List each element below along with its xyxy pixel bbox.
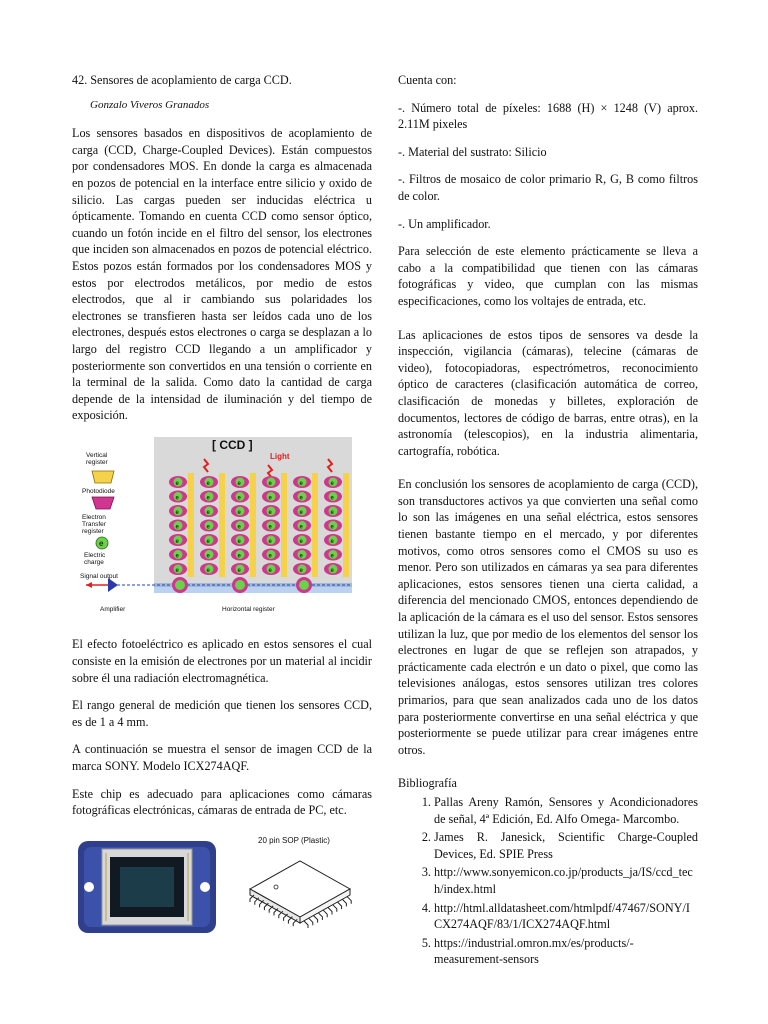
electron-label: e — [268, 495, 272, 502]
light-label: Light — [270, 451, 290, 461]
sop-package-drawing — [236, 831, 364, 943]
legend-electric-charge: Electric charge — [84, 551, 106, 566]
amplifier-label: Amplifier — [100, 605, 126, 613]
horizontal-register-label: Horizontal register — [222, 605, 275, 613]
electron-label: e — [175, 509, 179, 516]
bibliography-item: 5. https://industrial.omron.mx/es/products/-measurement-sensors — [434, 935, 698, 968]
electron-label: e — [299, 480, 303, 487]
electron-label: e — [330, 495, 334, 502]
electron-label: e — [237, 553, 241, 560]
electron-label: e — [330, 567, 334, 574]
electron-label: e — [330, 553, 334, 560]
electron-label: e — [206, 524, 210, 531]
electron-label: e — [268, 538, 272, 545]
chip-paragraph: Este chip es adecuado para aplicaciones como cámaras fotográficas electrónicas, cámaras de entrada de PC, etc. — [72, 786, 372, 818]
package-label: 20 pin SOP (Plastic) — [258, 835, 330, 845]
electron-label: e — [268, 567, 272, 574]
features-intro: Cuenta con: — [398, 73, 457, 87]
electron-label: e — [299, 553, 303, 560]
applications-paragraph: Las aplicaciones de estos tipos de sensores va desde la inspección, vigilancia (cámaras), telecine (cámaras de video), fotocopiadoras, espectrómetros, reconocimiento óptico de caracteres (clasificación automática de correo, clasificación de monedas y billetes, exploración de documentos, lectores de código de barras, entre otras), en la astronomía (telescopios), en la industria alimentaria, cartografía, robótica. — [398, 327, 698, 458]
sop-pin — [309, 918, 313, 925]
vertical-register-column — [312, 473, 318, 577]
electron-label: e — [237, 480, 241, 487]
electron-label: e — [330, 524, 334, 531]
sop-pin — [328, 907, 332, 914]
electron-label: e — [206, 553, 210, 560]
electron-symbol: e — [99, 538, 104, 548]
bibliography-list — [398, 794, 698, 968]
electron-label: e — [206, 567, 210, 574]
electron-label: e — [330, 538, 334, 545]
left-column — [72, 72, 372, 943]
right-column — [398, 72, 698, 970]
chip-images — [72, 831, 372, 943]
electron-label: e — [268, 553, 272, 560]
intro-paragraph: Los sensores basados en dispositivos de acoplamiento de carga (CCD, Charge-Coupled Devices). Están compuestos por condensadores MOS. En donde la carga es almacenada en pozos de potencial en la interface entre silicio y oxido de silicio. Las cargas pueden ser inducidas eléctrica u ópticamente. Tomando en cuenta CCD como sensor óptico, cuando un fotón incide en el filtro del sensor, los electrones que inciden son almacenados en pozos de potencial eléctrico. Estos pozos están formados por los condensadores MOS y estos por electrodos metálicos, por medio de estos electrodos, que al ir cambiando sus polaridades los electrones se transfieren hasta ser leídos cada uno de los electrones, después estos electrones o carga se desplazan a lo largo del registro CCD llegando a un amplificador y posteriormente son convertidos en una tensión o corriente en la terminal de la salida. Como dato la cantidad de carga depende de la intensidad de iluminación y del tiempo de exposición. — [72, 126, 372, 423]
electron-label: e — [237, 538, 241, 545]
vertical-register-column — [343, 473, 349, 577]
sop-pin — [304, 921, 308, 928]
feature-substrate: -. Material del sustrato: Silicio — [398, 144, 547, 159]
electron-label: e — [175, 538, 179, 545]
electron-label: e — [299, 538, 303, 545]
conclusion-paragraph: En conclusión los sensores de acoplamiento de carga (CCD), son transductores activos ya que convierten una señal como lo son las imágenes en una señal eléctrica, estos sensores tienen bastante tiempo en el mercado, y por diferentes motivos, como otros sensores como el CMOS su uso es menor. Pero son utilizados en cámaras ya sea para diferentes aplicaciones, estos sensores tienen una cierta calidad, a diferencia del mencionado CMOS, entonces dependiendo de la aplicación de la cámara es el uso del sensor. Estos sensores utilizan la luz, que por medio de los elementos del sensor los electrones en lugar de que se reflejen son atrapados, y prácticamente cada electrón e un dato o pixel, que como las televisiones análogas, estos sensores utilizan tres colores primarios, para que sean analizados cada uno de los datos para posteriormente convertirse en una señal eléctrica y que posteriormente se puede utilizar para crear imágenes entre otros. — [398, 477, 698, 757]
electron-label: e — [268, 524, 272, 531]
sop-pin — [318, 913, 322, 920]
mount-hole-right — [200, 882, 210, 892]
bibliography-item: 3. http://www.sonyemicon.co.jp/products_ja/IS/ccd_tech/index.html — [434, 864, 698, 897]
electron-label: e — [237, 567, 241, 574]
sop-pin — [338, 902, 342, 909]
bibliography-item: 2. James R. Janesick, Scientific Charge-Coupled Devices, Ed. SPIE Press — [434, 829, 698, 862]
electron-label: e — [299, 495, 303, 502]
vertical-register-column — [281, 473, 287, 577]
electron-label: e — [206, 538, 210, 545]
article-title: 42. Sensores de acoplamiento de carga CCD. — [72, 73, 292, 87]
vertical-register-column — [250, 473, 256, 577]
electron-label: e — [237, 495, 241, 502]
bibliography-title: Bibliografía — [398, 776, 457, 791]
signal-output-label: Signal output — [80, 572, 118, 580]
bibliography-item: 4. http://html.alldatasheet.com/htmlpdf/47467/SONY/ICX274AQF/83/1/ICX274AQF.html — [434, 900, 698, 933]
ccd-title: [ CCD ] — [212, 437, 253, 452]
sop-pin — [347, 897, 351, 904]
feature-amplifier: -. Un amplificador. — [398, 216, 491, 231]
electron-label: e — [206, 480, 210, 487]
photoelectric-paragraph: El efecto fotoeléctrico es aplicado en estos sensores el cual consiste en la emisión de electrones por un material al incidir sobre él una radiación electromagnética. — [72, 637, 372, 685]
electron-label: e — [175, 480, 179, 487]
ccd-diagram-svg — [72, 435, 372, 620]
electron-label: e — [175, 495, 179, 502]
photodiode-icon — [92, 497, 114, 509]
electron-label: e — [299, 509, 303, 516]
electron-label: e — [299, 567, 303, 574]
selection-paragraph: Para selección de este elemento prácticamente se lleva a cabo a la compatibilidad que tienen con las cámaras fotográficas y video, que cumplan con las mismas especificaciones, como los voltajes de entrada, etc. — [398, 244, 698, 308]
sony-paragraph: A continuación se muestra el sensor de imagen CCD de la marca SONY. Modelo ICX274AQF. — [72, 742, 372, 774]
author-name: Gonzalo Viveros Granados — [90, 98, 210, 111]
feature-filters: -. Filtros de mosaico de color primario R, G, B como filtros de color. — [398, 172, 698, 203]
ccd-diagram — [72, 435, 372, 625]
sop-pin — [323, 910, 327, 917]
electron-label: e — [268, 509, 272, 516]
bibliography-item: 1. Pallas Areny Ramón, Sensores y Acondicionadores de señal, 4ª Edición, Ed. Alfo Omega- Marcombo. — [434, 794, 698, 827]
ccd-chip-photo — [72, 831, 222, 943]
sop-pin — [314, 915, 318, 922]
electron-label: e — [175, 567, 179, 574]
electron-label: e — [175, 524, 179, 531]
electron-label: e — [206, 509, 210, 516]
legend-photodiode: Photodiode — [82, 487, 115, 495]
feature-pixels: -. Número total de píxeles: 1688 (H) × 1248 (V) aprox. 2.11M pixeles — [398, 100, 698, 132]
electron-label: e — [237, 524, 241, 531]
legend-vertical-register: Vertical register — [86, 451, 108, 466]
electron-label: e — [330, 509, 334, 516]
vertical-register-column — [188, 473, 194, 577]
vertical-register-column — [219, 473, 225, 577]
electron-label: e — [268, 480, 272, 487]
range-paragraph: El rango general de medición que tienen los sensores CCD, es de 1 a 4 mm. — [72, 698, 372, 729]
electron-label: e — [175, 553, 179, 560]
electron-label: e — [330, 480, 334, 487]
sop-pin — [342, 899, 346, 906]
vertical-register-icon — [92, 471, 114, 483]
sop-pin — [333, 905, 337, 912]
electron-label: e — [237, 509, 241, 516]
mount-hole-left — [84, 882, 94, 892]
sop-package — [250, 861, 350, 923]
electron-label: e — [206, 495, 210, 502]
legend-electron-transfer: Electron Transfer register — [82, 513, 106, 535]
electron-label: e — [299, 524, 303, 531]
